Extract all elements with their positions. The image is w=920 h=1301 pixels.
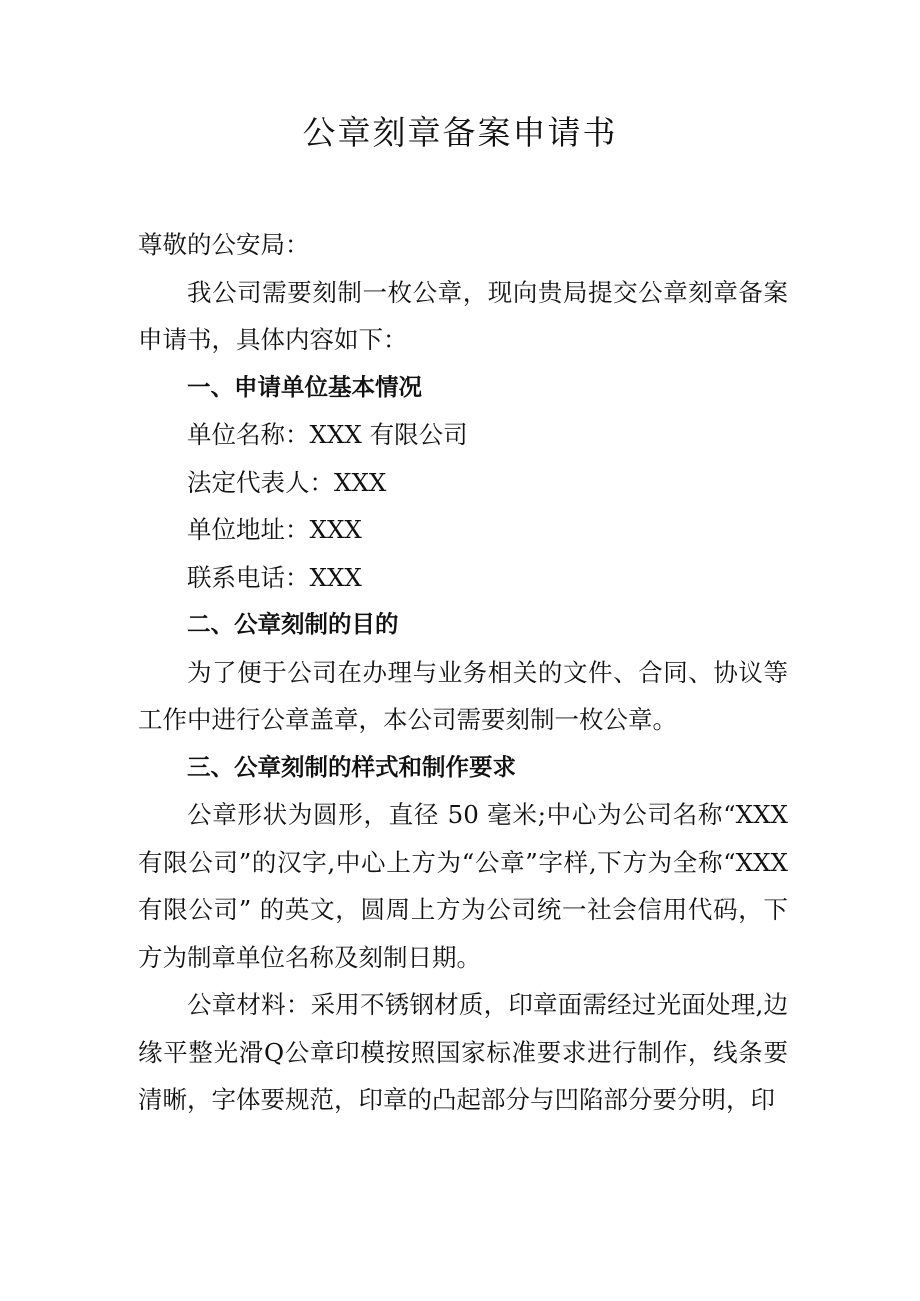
address-line: 单位地址：XXX	[187, 515, 362, 544]
intro-paragraph: 我公司需要刻制一枚公章，现向贵局提交公章刻章备案申请书，具体内容如下：	[138, 277, 788, 354]
style-paragraph: 公章形状为圆形，直径 50 毫米;中心为公司名称“XXX 有限公司”的汉字,中心上方为“公章”字样,下方为全称“XXX 有限公司” 的英文，圆周上方为公司统一社会信用代码，下方为制章单位名称及刻制日期。	[138, 800, 788, 972]
legal-rep-line: 法定代表人：XXX	[187, 467, 387, 497]
document-title: 公章刻章备案申请书	[302, 113, 618, 152]
section2-heading: 二、公章刻制的目的	[187, 610, 399, 638]
salutation: 尊敬的公安局：	[138, 230, 310, 259]
purpose-paragraph: 为了便于公司在办理与业务相关的文件、合同、协议等工作中进行公章盖章，本公司需要刻制一枚公章。	[138, 657, 788, 734]
unit-name-line: 单位名称：XXX 有限公司	[187, 420, 468, 449]
material-paragraph: 公章材料：采用不锈钢材质，印章面需经过光面处理,边缘平整光滑Q公章印模按照国家标准要求进行制作，线条要清晰，字体要规范，印章的凸起部分与凹陷部分要分明，印	[138, 990, 788, 1114]
section1-heading: 一、申请单位基本情况	[187, 372, 422, 401]
phone-line: 联系电话：XXX	[187, 562, 362, 592]
section3-heading: 三、公章刻制的样式和制作要求	[187, 752, 516, 781]
document-body	[138, 221, 788, 1124]
